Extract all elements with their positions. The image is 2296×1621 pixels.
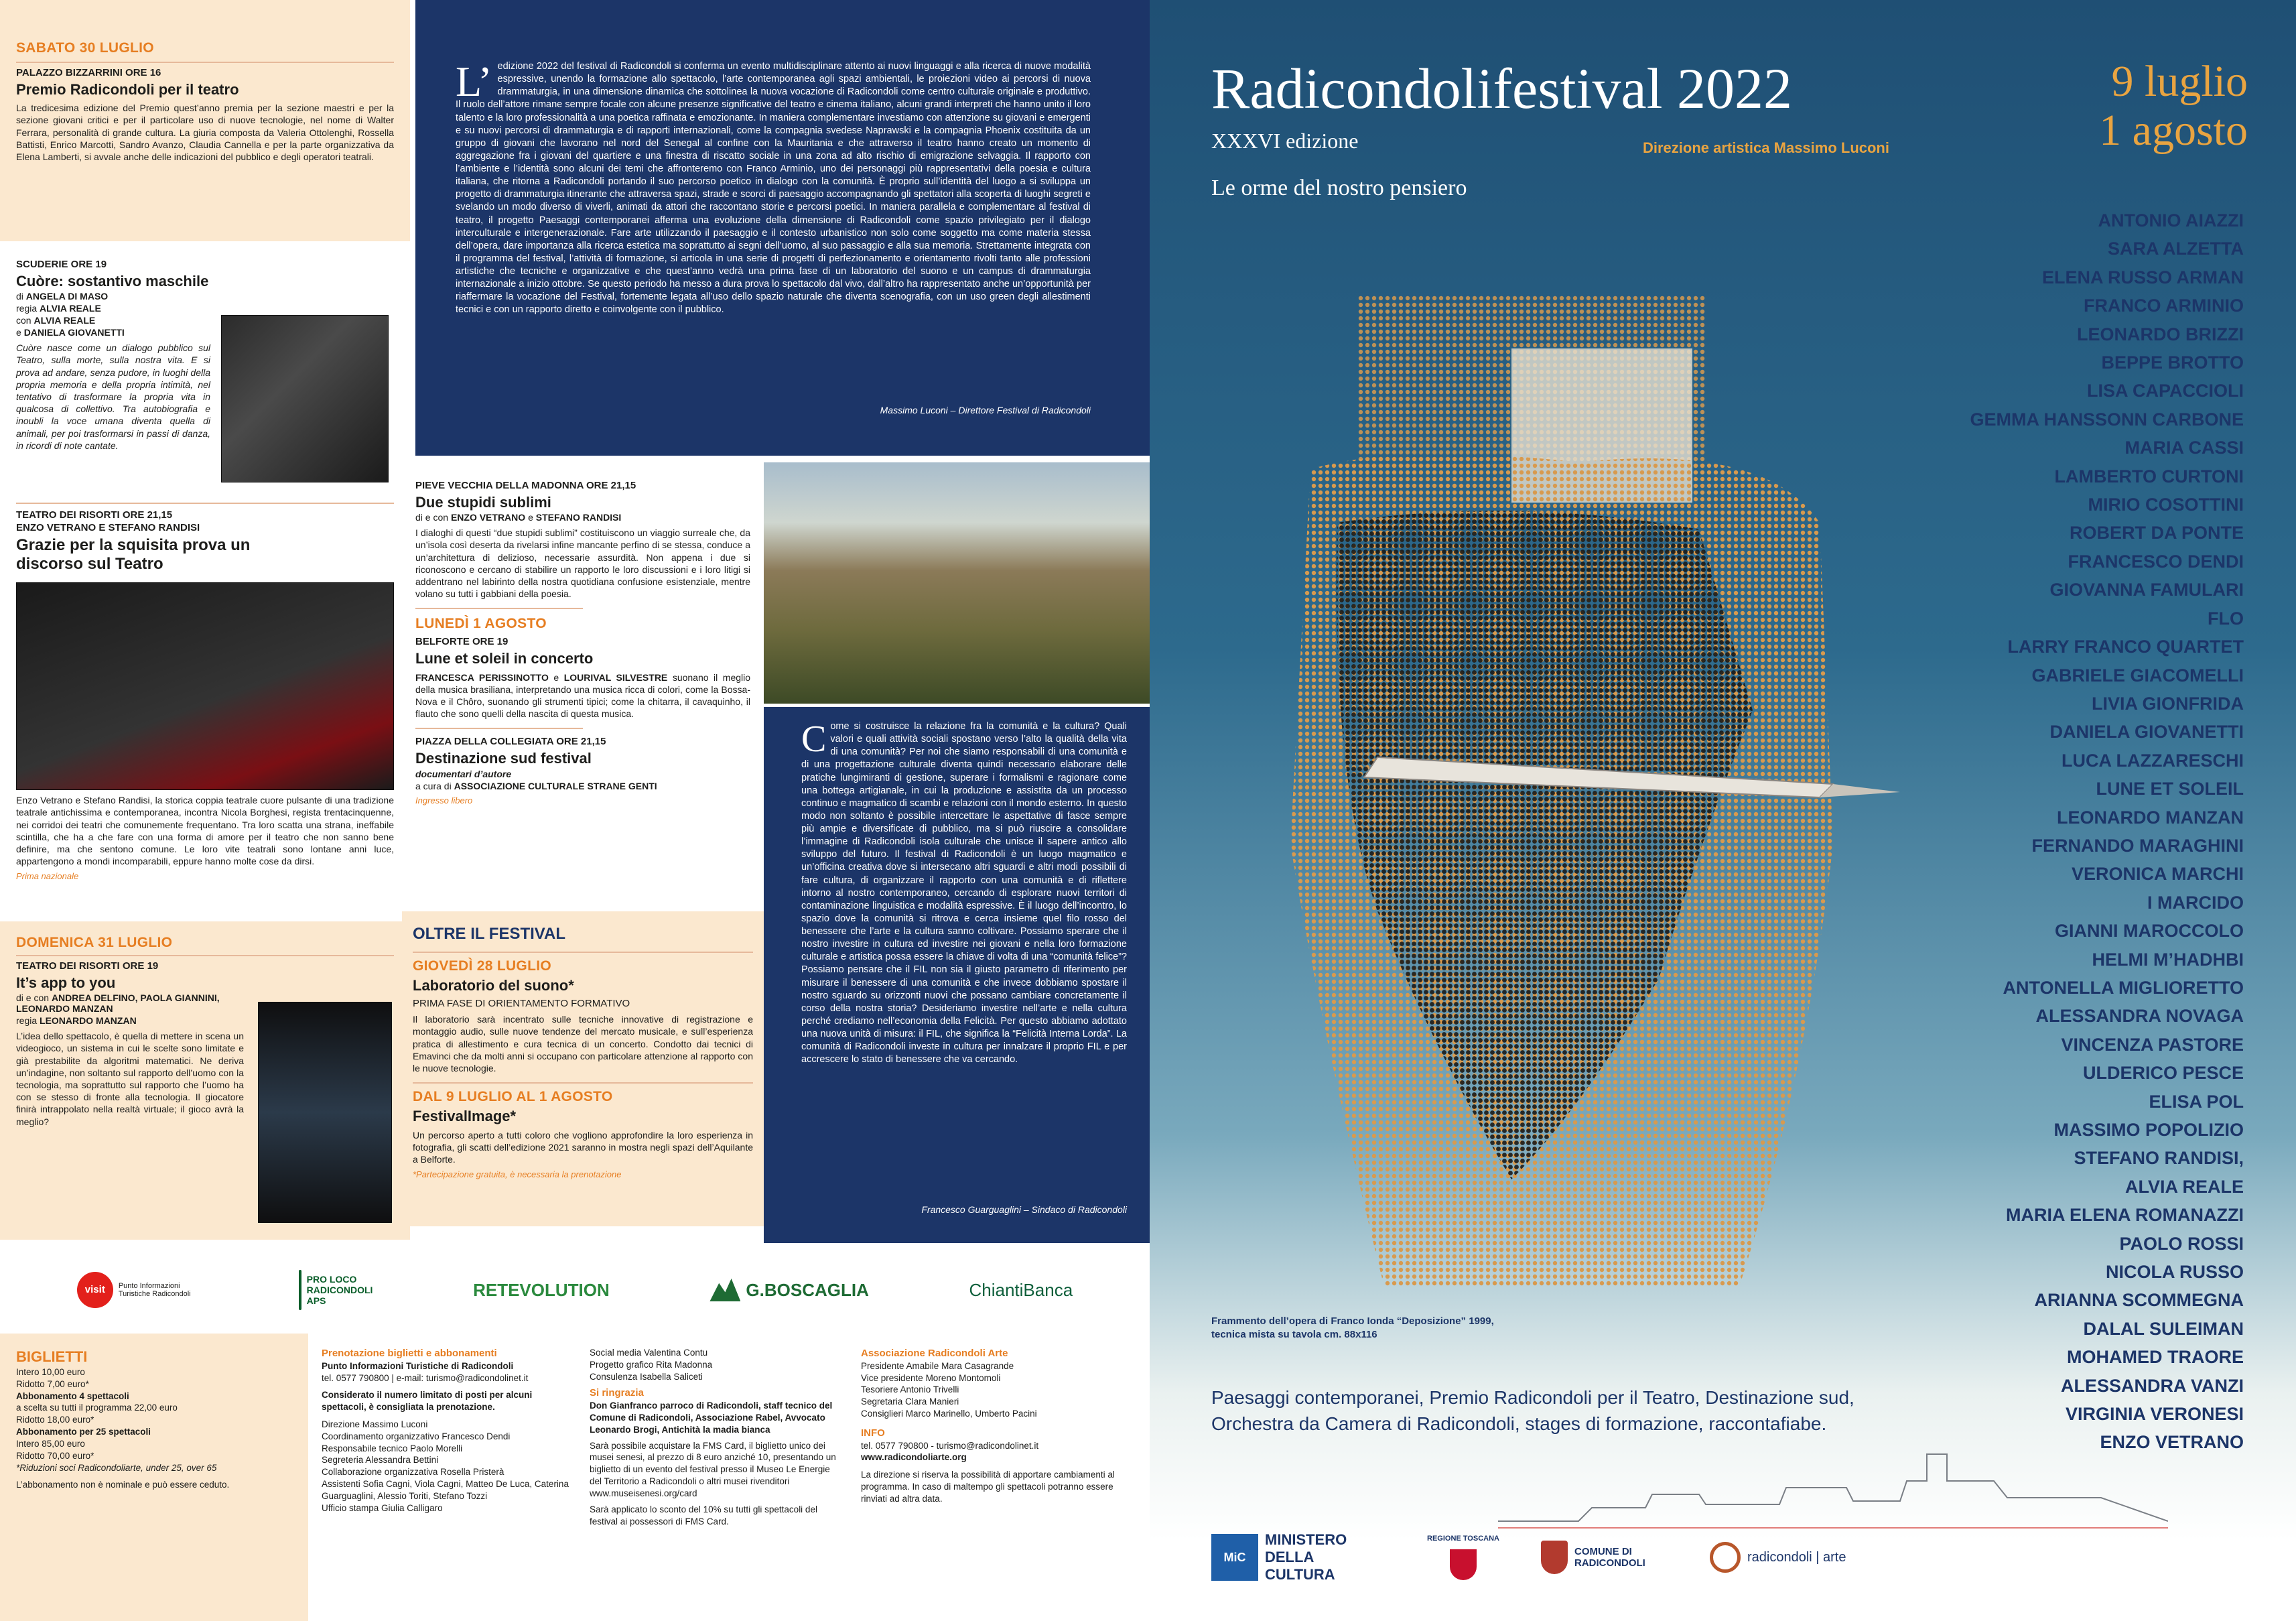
venue: TEATRO DEI RISORTI ORE 19	[16, 960, 159, 972]
credit-label: con	[16, 315, 31, 326]
event-title: Destinazione sud festival	[415, 750, 592, 767]
village-skyline-drawing	[1498, 1441, 2168, 1535]
artist-name: ALESSANDRA VANZI	[2060, 1375, 2244, 1396]
artist-name: FERNANDO MARAGHINI	[2031, 835, 2244, 856]
intro-text: L’ edizione 2022 del festival di Radicondoli si conferma un evento multidisciplinare attento ai nuovi linguaggi e alla ricerca di nuove modalità espressive, unendo la formazione allo spettacolo, l’arte contemporanea agli spazi ambientali, le proiezioni video ai percorsi di nuova drammaturgia, in una dimensione dinamica che sottolinea la nuova vocazione di Radicondoli come centro culturale originale e produttivo. Il ruolo dell’attore rimane sempre focale con alcune presenze significative del teatro e cinema italiano, alcuni grandi interpreti che hanno unito il loro talento e la loro professionalità a una poetica raffinata e emozionante. In maniera complementare investiamo con attenzione su giovani e emergenti e su nuovi percorsi di drammaturgia e di rapporti internazionali, come la compagnia svedese Naprawski e la compagnia Phoenix costituita da un gruppo di giovani che lavorano nel nord del Senegal al confine con la Mauritania e che attraverso il teatro hanno creato un momento di aggregazione fra i giovani del quartiere e una finestra di riscatto sociale in una zona ad alto rischio di emigrazione selvaggia. Il rapporto con l’ambiente e l’identità sono alcuni dei temi che affronteremo con Franco Arminio, uno dei personaggi più rappresentativi della poesia e cultura italiana, che ritorna a Radicondoli portando il suo percorso poetico in dialogo con la comunità. È proprio sull’identità del luogo a si sviluppa un progetto di drammaturgia itinerante che attraversa spazi, strade e scorci di paesaggio accompagnando gli spettatori alla scoperta di luoghi segreti e svelando un modo diverso di viverli, animati da attori che raccontano storie e percorsi poetici. In maniera parallela e complementare al festival di teatro, il progetto Paesaggi contemporanei afferma una evoluzione della dimensione di Radicondoli come spazio privilegiato per il dialogo interculturale e intergenerazionale. Fare arte utilizzando il paesaggio e il contesto urbanistico non solo come soggetto ma come materia stessa dell’opera, dare importanza alla ricerca estetica ma soprattutto ai segni dell’uomo, al suo passaggio e alla sua memoria. Strettamente integrata con il programma del festival, l’attività di formazione, si articola in una serie di progetti di perfezionamento e orientamento rivolti tanto alle professioni artistiche che tecniche e organizzative e che quest’anno vedrà una prima fase di un laboratorio del suono e un campus di drammaturgia internazionale a inizio ottobre. Se questo periodo ha messo a dura prova lo spettacolo dal vivo, dall’altro ha rappresentato anche un’opportunità per riaffermare la vocazione del Festival, fortemente legata all’uso dello spazio naturale che diventa scenografia, con un uso green degli allestimenti tecnici e con un rapporto diretto e coinvolgente con il pubblico.	[456, 58, 1091, 316]
artist-name: VERONICA MARCHI	[2071, 864, 2244, 885]
artist-name: VINCENZA PASTORE	[2061, 1034, 2244, 1055]
event-description: Il laboratorio sarà incentrato sulle tecniche innovative di registrazione e montaggio audio, sulle nuove tendenze del mercato musicale, e sull’esperienza pratica di allestimento e cura tecnica di un concerto. Condotto dai tecnici di Emavinci che da molti anni si occupano con particolare attenzione al rapporto con le nuove tecnologie.	[413, 1014, 753, 1074]
credit-label: di	[16, 291, 23, 302]
credit-name: ANGELA DI MASO	[25, 291, 109, 302]
event-title: Cuòre: sostantivo maschile	[16, 273, 209, 289]
credit-name: LEONARDO MANZAN	[40, 1015, 137, 1027]
credit-name: ALVIA REALE	[33, 315, 96, 326]
proloco-logo: PRO LOCO RADICONDOLI APS	[299, 1270, 373, 1310]
event-description: Cuòre nasce come un dialogo pubblico sul Teatro, sulla morte, sulla nostra vita. E si prova ad andare, senza pudore, in luoghi della propria memoria e della propria intimità, nel tentativo di trasformare la propria vita in qualcosa di collettivo. Tra autobiografia e inoubli la voce umana diventa quella di animali, per poi trasformarsi in passi di danza, in ricordi di note cantate.	[16, 342, 210, 451]
credit-label: regia	[16, 303, 38, 314]
artist-name: ARIANNA SCOMMEGNA	[2034, 1290, 2244, 1311]
beyond-festival	[402, 911, 764, 1226]
credit-name: ALVIA REALE	[40, 303, 101, 314]
festival-motto: Le orme del nostro pensiero	[1211, 176, 1467, 200]
retevolution-logo: RETEVOLUTION	[473, 1279, 610, 1300]
event-description: L’idea dello spettacolo, è quella di mettere in scena un videogioco, un sistema in cui le scelte sono limitate e già prestabilite da algoritmi matematici. Ne deriva un’indagine, non soltanto sul rapporto dell’uomo con la tecnologia, ma soprattutto sul rapporto che l’uomo ha con se stesso di fronte alla tecnologia. Il giocatore finirà intrappolato nella realtà virtuale; il gioco avrà la meglio?	[16, 1031, 244, 1127]
drop-cap: C	[801, 718, 827, 760]
artist-name: GABRIELE GIACOMELLI	[2031, 665, 2244, 686]
artist-name: ELENA RUSSO ARMAN	[2041, 267, 2244, 287]
artist-name: LIVIA GIONFRIDA	[2092, 693, 2244, 714]
credits-thanks: Social media Valentina Contu Progetto grafico Rita Madonna Consulenza Isabella Saliceti Si ringrazia Don Gianfranco parroco di Radicondoli, staff tecnico del Comune di Radicondoli, Associazione Rabel, Avvocato Leonardo Brogi, Antichità la madia bianca Sarà possibile acquistare la FMS Card, il biglietto unico dei musei senesi, al prezzo di 8 euro anziché 10, presentando un biglietto di un evento del festival presso il Museo Le Energie del Territorio a Radicondoli o altri musei rivenditori www.museisenesi.org/card Sarà applicato lo sconto del 10% su tutti gli spettacoli del festival ai possessori di FMS Card.	[590, 1348, 836, 1527]
artist-name: MOHAMED TRAORE	[2067, 1347, 2244, 1368]
ministero-cultura-logo: MiC MINISTERO DELLA CULTURA	[1211, 1531, 1386, 1583]
event-title: It’s app to you	[16, 974, 116, 991]
tickets-box: BIGLIETTI Intero 10,00 euro Ridotto 7,00 euro* Abbonamento 4 spettacoli a scelta su tutti il programma 22,00 euro Ridotto 18,00 euro* Abbonamento per 25 spettacoli Intero 85,00 euro Ridotto 70,00 euro* *Riduzioni soci Radicondoliarte, under 25, over 65 L’abbonamento non è nominale e può essere ceduto.	[0, 1334, 308, 1621]
artist-name: ULDERICO PESCE	[2082, 1063, 2244, 1084]
artist-name: ALESSANDRA NOVAGA	[2035, 1006, 2244, 1027]
artist-name: ANTONELLA MIGLIORETTO	[2003, 977, 2244, 998]
photo-stage-grazie	[16, 582, 394, 790]
artist-name: ELISA POL	[2149, 1091, 2244, 1112]
artist-name: FRANCO ARMINIO	[2084, 296, 2244, 316]
venue: SCUDERIE ORE 19	[16, 259, 107, 270]
photo-radicondoli-landscape	[764, 462, 1151, 704]
day-heading: LUNEDÌ 1 AGOSTO	[415, 616, 547, 632]
credit-label: di e con	[16, 992, 50, 1004]
event-title: Grazie per la squisita prova un discorso sul Teatro	[16, 536, 251, 573]
association-info: Associazione Radicondoli Arte Presidente Amabile Mara Casagrande Vice presidente Moreno Montomoli Tesoriere Antonio Trivelli Segretaria Clara Manieri Consiglieri Marco Marinello, Umberto Pacini INFO tel. 0577 790800 - turismo@radicondolinet.it www.radicondoliarte.org La direzione si riserva la possibilità di apportare cambiamenti al programma. In caso di maltempo gli spettacoli potranno essere rinviati ad altra data.	[861, 1334, 1129, 1505]
contact-link[interactable]: tel. 0577 790800 - turismo@radicondolinet.it	[861, 1440, 1039, 1451]
event-description: Un percorso aperto a tutti coloro che vogliono approfondire la loro esperienza in fotografia, gli scatti dell’edizione 2021 saranno in mostra negli spazi dell’Aquilante a Belforte.	[413, 1129, 753, 1165]
festival-title: Radicondolifestival 2022	[1211, 56, 1793, 121]
day-heading: SABATO 30 LUGLIO	[16, 40, 154, 56]
event-description: Enzo Vetrano e Stefano Randisi, la storica coppia teatrale cuore pulsante di una tradizione teatrale antichissima e contemporanea, incontra Nicola Borghesi, regista trentacinquenne, nei corridoi dei teatri che comunemente frequentano. Tra loro scatta una strana, ineffabile scintilla, che ha a che fare con una forma di amore per il teatro che non sanno bene definire, ma che sentono comune. Le loro vite teatrali sono lontane anni luce, appartengono a mondi incomparabili, eppure hanno molte cose da dirsi.	[16, 795, 394, 867]
director-intro	[415, 0, 1151, 456]
edition: XXXVI edizione	[1211, 129, 1359, 153]
artist-name: LISA CAPACCIOLI	[2087, 381, 2244, 401]
artist-name: SARA ALZETTA	[2108, 239, 2244, 259]
event-title: Lune et soleil in concerto	[415, 650, 594, 667]
event-app	[0, 921, 410, 1240]
day-heading: DOMENICA 31 LUGLIO	[16, 935, 173, 950]
artist-name: MASSIMO POPOLIZIO	[2053, 1120, 2244, 1140]
event-subtitle: documentari d’autore	[415, 768, 512, 779]
info-footer	[0, 1334, 1150, 1621]
artist-name: GIOVANNA FAMULARI	[2049, 580, 2244, 600]
artist-name: DALAL SULEIMAN	[2083, 1318, 2244, 1339]
artist-name: LEONARDO BRIZZI	[2077, 324, 2244, 344]
comune-radicondoli-logo: COMUNE DI RADICONDOLI	[1541, 1541, 1668, 1574]
event-description: I dialoghi di questi “due stupidi sublimi” costituiscono un viaggio surreale che, da un’isola così deserta da rivelarsi infine mancante perfino di se stessa, conduce a un’architettura di delizioso, necessarie assurdità. Non appena i due si riconoscono e cercano di stabilire un rapporto le loro discussioni e i loro litigi si addentrano nel labirinto della nostra quotidiana confusione esistenziale, mentre volano su tutti i gabbiani della poesia.	[415, 527, 750, 600]
artist-name: MARIA ELENA ROMANAZZI	[2006, 1205, 2244, 1226]
artist-name: VIRGINIA VERONESI	[2065, 1404, 2244, 1425]
artist-name: LAMBERTO CURTONI	[2054, 466, 2244, 487]
booking-info: Prenotazione biglietti e abbonamenti Punto Informazioni Turistiche di Radicondoli tel. 0577 790800 | e-mail: turismo@radicondolinet.it Considerato il numero limitato di posti per alcuni spettacoli, è consigliata la prenotazione. Direzione Massimo Luconi Coordinamento organizzativo Francesco Dendi Responsabile tecnico Paolo Morelli Segreteria Alessandra Bettini Collaborazione organizzativa Rosella Pristerà Assistenti Sofia Cagni, Viola Cagni, Matteo De Luca, Caterina Guarguaglini, Alessio Toriti, Stefano Tozzi Ufficio stampa Giulia Calligaro	[322, 1348, 569, 1513]
credit-name: ANDREA DELFINO, PAOLA GIANNINI, LEONARDO MANZAN	[16, 992, 220, 1015]
event-cuore	[0, 255, 410, 496]
website-link[interactable]: www.radicondoliarte.org	[861, 1452, 967, 1463]
tickets-heading: BIGLIETTI	[16, 1348, 88, 1365]
mayor-body: Come si costruisce la relazione fra la comunità e la cultura? Quali valori e quali attività sociali spostano verso l’alto la qualità della vita di una comunità? Per noi che siamo responsabili di una comunità e di una progettazione culturale diventa quindi necessario elaborare delle pratiche lungimiranti di gestione, superare i formalismi e ragionare come una bottega artigianale, in cui la produzione e assistita da un processo continuo e magmatico di scambi e relazioni con il mondo esterno. In questo modo non soltanto è possibile intercettare le aspettative di fasce sempre più ampie e diversificate di pubblico, ma si può riuscire a consolidare l’immagine di Radicondoli isola culturale che unisce il sapere antico allo sviluppo del futuro. Il festival di Radicondoli è un luogo magmatico e un’officina creativa dove si intersecano altri sguardi e altri modi possibili di fare cultura, di organizzare il rapporto con una comunità e di riflettere intorno al nostro contemporaneo, cercando di esplorare nuovi territori di contaminazione linguistica e modalità espressive. È il luogo dell’incontro, lo spazio dove la comunità si ritrova e cerca insieme quel filo rosso del benessere che l’arte e la cultura sanno coltivare. Possiamo sperare che il nostro investire in cultura ed investire nei giovani e nella loro formazione culturale e artistica possa essere la chiave di volta di una “comunità felice”? Possiamo pensare che il FIL non sia il giusto parametro di riferimento per misurare il benessere di una comunità e che invece dobbiamo spostare il nostro sguardo su orizzonti nuovi che possano cambiare concretamente il corso della nostra storia? Desideriamo investire nell’arte e nella cultura perché crediamo nell’economia della Felicità. Per questo abbiamo adottato una nuova unità di misura: il FIL, che significa la “Felicità Interna Lorda”. La comunità di Radicondoli investe in cultura per innalzare il proprio FIL e per accrescere lo stato di benessere che va cercando.	[801, 718, 1127, 1065]
artist-name: GEMMA HANSSONN CARBONE	[1970, 409, 2244, 430]
radicondoli-arte-logo: radicondoli | arte	[1710, 1542, 1846, 1573]
event-subtitle: PRIMA FASE DI ORIENTAMENTO FORMATIVO	[413, 998, 630, 1010]
artist-name: ALVIA REALE	[2124, 1176, 2244, 1197]
event-premio	[0, 0, 410, 241]
credit-name: DANIELA GIOVANETTI	[23, 327, 125, 338]
premiere-note: Prima nazionale	[16, 871, 79, 882]
event-title: FestivalImage*	[413, 1108, 517, 1125]
chiantibanca-logo: ChiantiBanca	[969, 1279, 1073, 1300]
artist-name: FLO	[2208, 608, 2244, 629]
regione-toscana-logo: REGIONE TOSCANA	[1427, 1535, 1499, 1580]
artist-name: LARRY FRANCO QUARTET	[2007, 637, 2244, 657]
artist-name: FRANCESCO DENDI	[2068, 551, 2244, 572]
artist-list	[1970, 206, 2244, 1457]
venue: PALAZZO BIZZARRINI ORE 16	[16, 67, 161, 78]
venue: PIEVE VECCHIA DELLA MADONNA ORE 21,15	[415, 480, 636, 491]
program-column-1	[0, 0, 410, 1240]
event-description: suonano il meglio della musica brasiliana, interpretando una musica ricca di colori, come la Bossa-Nova e il Chôro, suonando gli strumenti tipici; come la chitarra, il cavaquinho, il flauto che sono quelli della nascita di questa musica.	[415, 671, 751, 720]
artist-name: LUCA LAZZARESCHI	[2062, 750, 2244, 771]
institution-logos	[1211, 1531, 1846, 1583]
festival-poster	[1150, 0, 2296, 1621]
day-heading: DAL 9 LUGLIO AL 1 AGOSTO	[413, 1089, 613, 1105]
venue: TEATRO DEI RISORTI ORE 21,15	[16, 509, 173, 521]
program-column-2: PIEVE VECCHIA DELLA MADONNA ORE 21,15 Due stupidi sublimi di e con ENZO VETRANO e STEFANO RANDISI I dialoghi di questi “due stupidi sublimi” costituiscono un viaggio surreale che, da un’isola così deserta da rivelarsi infine mancante perfino di se stessa, conduce a un’architettura di delizioso, necessarie assurdità. Non appena i due si riconoscono e cercano di stabilire un rapporto le loro discussioni e i loro litigi si addentrano nel labirinto della nostra quotidiana confusione esistenziale, mentre volano su tutti i gabbiani della poesia. LUNEDÌ 1 AGOSTO BELFORTE ORE 19 Lune et soleil in concerto FRANCESCA PERISSINOTTO e LOURIVAL SILVESTRE suonano il meglio della musica brasiliana, interpretando una musica ricca di colori, come la Bossa-Nova e il Chôro, suonando gli strumenti tipici; come la chitarra, il cavaquinho, il flauto che sono quelli della nascita di questa musica. PIAZZA DELLA COLLEGIATA ORE 21,15 Destinazione sud festival documentari d’autore a cura di ASSOCIAZIONE CULTURALE STRANE GENTI Ingresso libero	[415, 480, 751, 805]
artist-name: MIRIO COSOTTINI	[2088, 495, 2244, 515]
boscaglia-logo: G.BOSCAGLIA	[710, 1279, 868, 1301]
festival-activities: Paesaggi contemporanei, Premio Radicondoli per il Teatro, Destinazione sud, Orchestra da Camera di Radicondoli, stages di formazione, raccontafiabe.	[1211, 1387, 1854, 1435]
artist-name: ROBERT DA PONTE	[2069, 523, 2244, 543]
artist-name: GIANNI MAROCCOLO	[2055, 921, 2244, 942]
artist-name: LEONARDO MANZAN	[2057, 807, 2244, 828]
credit-label: e	[16, 327, 21, 338]
venue: PIAZZA DELLA COLLEGIATA ORE 21,15	[415, 736, 606, 748]
mayor-signature: Francesco Guarguaglini – Sindaco di Radicondoli	[921, 1204, 1127, 1215]
venue: BELFORTE ORE 19	[415, 636, 509, 648]
event-grazie	[0, 503, 410, 911]
artist-name: NICOLA RUSSO	[2105, 1262, 2244, 1283]
sponsor-logos	[0, 1246, 1150, 1334]
artist-name: DANIELA GIOVANETTI	[2049, 722, 2244, 742]
artwork-caption: Frammento dell’opera di Franco Ionda “Deposizione” 1999, tecnica mista su tavola cm. 88x116	[1211, 1315, 1494, 1340]
photo-performer-app	[258, 1002, 392, 1223]
free-entry-note: Ingresso libero	[415, 795, 473, 805]
artistic-director: Direzione artistica Massimo Luconi	[1643, 139, 1889, 156]
performers: ENZO VETRANO E STEFANO RANDISI	[16, 522, 200, 533]
artist-name: BEPPE BROTTO	[2101, 352, 2244, 373]
day-heading: GIOVEDÌ 28 LUGLIO	[413, 958, 551, 974]
artwork-deposizione	[1230, 241, 1920, 1327]
artist-name: ENZO VETRANO	[2100, 1432, 2244, 1453]
event-title: Due stupidi sublimi	[415, 494, 551, 511]
mayor-text	[764, 707, 1151, 1243]
artist-name: ANTONIO AIAZZI	[2098, 210, 2244, 231]
intro-signature: Massimo Luconi – Direttore Festival di Radicondoli	[880, 405, 1091, 415]
artist-name: PAOLO ROSSI	[2119, 1233, 2244, 1254]
credit-label: regia	[16, 1015, 38, 1027]
event-description: La tredicesima edizione del Premio quest’anno premia per la sezione maestri e per la sezione giovani critici e per il particolare uso di nuove tecnologie, nel nome di Walter Ferrara, personalità di grande cultura. La giuria composta da Valeria Ottolenghi, Rossella Battisti, Enrico Marcotti, Sandro Avanzo, Claudia Cannella e per la parte organizzativa da Elena Lamberti, si avvale anche delle indicazioni del pubblico e degli operatori teatrali.	[16, 103, 394, 163]
visit-logo: visit Punto Informazioni Turistiche Radicondoli	[77, 1272, 199, 1308]
booking-note: *Partecipazione gratuita, è necessaria la prenotazione	[413, 1169, 622, 1180]
artist-name: HELMI M’HADHBI	[2092, 949, 2244, 970]
festival-dates: 9 luglio 1 agosto	[2099, 57, 2248, 155]
artist-name: I MARCIDO	[2147, 892, 2244, 913]
event-title: Laboratorio del suono*	[413, 977, 574, 994]
artist-name: MARIA CASSI	[2124, 438, 2244, 458]
artist-name: LUNE ET SOLEIL	[2096, 779, 2244, 799]
photo-actress-cuore	[221, 315, 389, 482]
event-title: Premio Radicondoli per il teatro	[16, 81, 239, 98]
artist-name: STEFANO RANDISI,	[2074, 1148, 2244, 1169]
beyond-heading: OLTRE IL FESTIVAL	[413, 925, 565, 943]
drop-cap: L’	[456, 58, 492, 105]
